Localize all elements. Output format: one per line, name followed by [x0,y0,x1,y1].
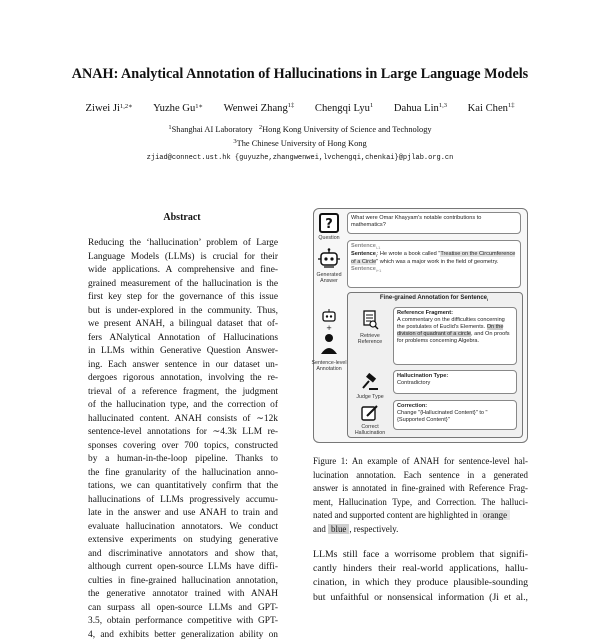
gavel-icon [361,373,379,391]
annotator-icon [319,308,339,356]
question-box: What were Omar Khayyam's notable contributions to mathematics? [347,212,521,234]
abstract-line: by a human-in-the-loop pipeline. Thanks to [88,453,278,467]
author-emails: zjiad@connect.ust.hk {guyuzhe,zhangwenwei,lvchengqi,chenkai}@pjlab.org.cn [0,154,600,162]
abstract-line: evaluate hallucination annotators. We conduct [88,521,278,535]
abstract-line: hallucinations of LLMs progressively accumu- [88,494,278,508]
abstract-body [88,237,278,642]
figure-caption [313,455,528,537]
abstract-line: 3.5, obtain performance competitive with GPT- [88,615,278,629]
abstract-line: wide applications. A comprehensive and fine- [88,264,278,278]
author: Chengqi Lyu$^1$ [315,103,373,114]
svg-text:?: ? [325,217,333,232]
author: Kai Chen$^{1\ddagger}$ [468,103,515,114]
judge-label: Judge Type [350,394,390,400]
abstract-line: late in the answer and use ANAH to train and [88,507,278,521]
svg-text:+: + [326,324,332,332]
author: Ziwei $Ji^{1,2∗}$ [86,103,133,114]
intro-paragraph [313,548,528,605]
hallucination-type-box: Hallucination Type: Contradictory [393,370,517,394]
abstract-line: of the hallucination type, and the correction of [88,399,278,413]
correction-box: Correction: Change "{Hallucinated Content}" to "{Supported Content}" [393,400,517,430]
orange-highlight: orange [480,510,510,520]
document-icon [361,310,379,330]
question-label: Question [309,235,349,241]
annotation-panel-title: Fine-grained Annotation for Sentence$_i$ [347,295,521,302]
edit-icon [361,404,379,422]
annotation-label: Sentence-level Annotation [309,360,349,373]
blue-highlight: blue [328,524,349,534]
abstract-line: dergoes rigorous annotation, involving the re- [88,372,278,386]
abstract-line: in LLMs within Generative Question Answer- [88,345,278,359]
author: Wenwei Zhang$^{1\ddagger}$ [224,103,295,114]
abstract-line: the generative annotator trained with ANAH [88,588,278,602]
abstract-line: sentence-level annotations for ∼4.3k LLM re- [88,426,278,440]
abstract-line: although current open-source LLMs have diffi- [88,561,278,575]
reference-fragment-title: Reference Fragment: [397,310,453,316]
sentence-i: Sentence$_i$: He wrote a book called "Treatise on the Circumference of a Circle" which was a major work in the field of geometry. [351,251,517,266]
abstract-line: fers ANalytical Annotation of Hallucinations [88,332,278,346]
abstract-line: Language Models (LLMs) is crucial for their [88,251,278,265]
caption-line: answer is annotated in fine-grained with Reference Frag- [313,482,528,496]
answer-label: Generated Answer [309,272,349,285]
author-list [0,103,600,114]
caption-line: ment, Hallucination Type, and Correction. The halluci- [313,496,528,510]
question-icon [319,213,339,233]
abstract-line: Reducing the ‘hallucination’ problem of Large [88,237,278,251]
author: Yuzhe $Gu^{1∗}$ [153,103,203,114]
affiliations-line-1: $^1$Shanghai AI Laboratory $^2$Hong Kong University of Science and Technology [0,125,600,134]
abstract-line: hallucinated content. ANAH consists of ∼12k [88,413,278,427]
affiliations-line-2: $^3$The Chinese University of Hong Kong [0,139,600,148]
reference-fragment-box: Reference Fragment: A commentary on the difficulties concerning the postulates of Euclid's Elements. On the division of quadrant of a circle, and On proofs for problems concerning Algebra. [393,307,517,365]
figure-1 [313,208,528,443]
author: Dahua Lin$^{1,3}$ [394,103,447,114]
answer-box [347,240,521,288]
abstract-line: ing. Each answer sentence in our dataset un- [88,359,278,373]
sentence-next: Sentence$_{i+1}$ [351,266,517,274]
abstract-line: can surpass all open-source LLMs and GPT- [88,602,278,616]
robot-icon [317,248,341,270]
sentence-prev: Sentence$_{i-1}$ [351,243,517,251]
caption-line: Figure 1: An example of ANAH for sentence-level hal- [313,455,528,469]
body-line: but unfaithful or nonsensical information (Ji et al., [313,591,528,605]
abstract-line: grained measurement of the hallucination is the [88,278,278,292]
abstract-heading: Abstract [117,212,247,223]
body-line: cantly hinders their real-world applications, hallu- [313,562,528,576]
abstract-line: 4, and exhibits better generalization ability on [88,629,278,642]
caption-line: nated and supported content are highlighted in orange [313,509,528,523]
abstract-line: extensive experiments on studying generative [88,534,278,548]
body-line: LLMs still face a worrisome problem that signifi- [313,548,528,562]
abstract-line: trieval of a reference fragment, the judgment [88,386,278,400]
abstract-line: we present ANAH, a bilingual dataset that of- [88,318,278,332]
abstract-line: tations, we can quantitatively confirm that the [88,480,278,494]
paper-title: ANAH: Analytical Annotation of Hallucinations in Large Language Models [0,66,600,83]
abstract-line: first key step for the governance of this issue [88,291,278,305]
abstract-line: but is under-explored in the community. Thus, [88,305,278,319]
abstract-line: the fine granularity of the hallucination anno- [88,467,278,481]
caption-line: lucination annotation. Each sentence in a generated [313,469,528,483]
correct-label: Correct Hallucination [350,424,390,437]
caption-line: and blue , respectively. [313,523,528,537]
abstract-line: and discriminative annotators and show that, [88,548,278,562]
abstract-line: sponses covering over 700 topics, constructed [88,440,278,454]
body-line: cination, in which they produce plausible-sounding [313,576,528,590]
retrieve-label: Retrieve Reference [350,333,390,346]
abstract-line: culties in fine-grained hallucination annotation, [88,575,278,589]
